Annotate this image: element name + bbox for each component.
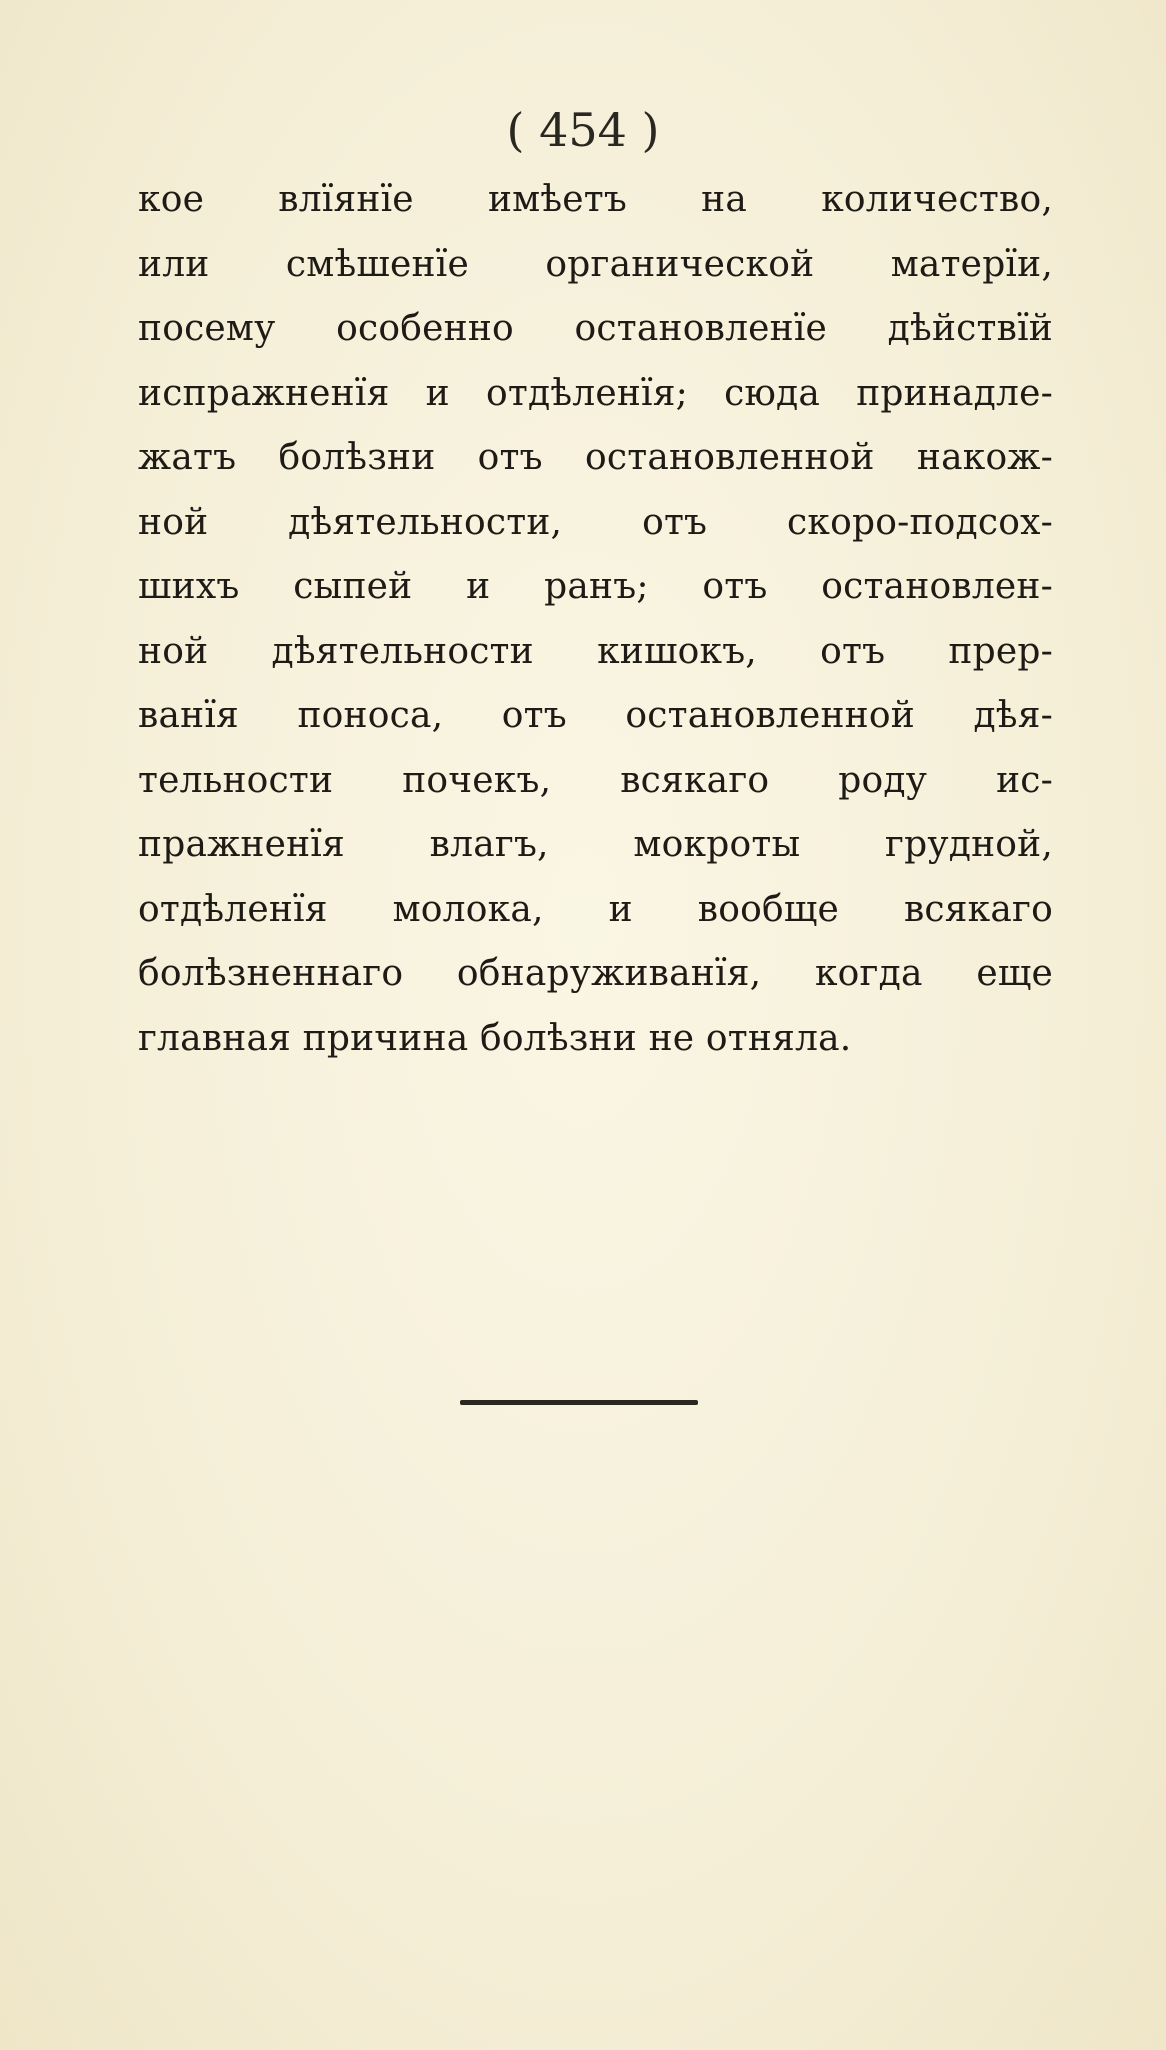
- text-line: или смѣшенїе органической матерїи,: [138, 243, 1053, 285]
- text-line: испражненїя и отдѣленїя; сюда принадле-: [138, 372, 1053, 414]
- text-line: пражненїя влагъ, мокроты грудной,: [138, 824, 1053, 865]
- text-line: шихъ сыпей и ранъ; отъ остановлен-: [138, 566, 1053, 607]
- text-line: тельности почекъ, всякаго роду ис-: [138, 759, 1053, 801]
- text-line: главная причина болѣзни не отняла.: [138, 1017, 852, 1059]
- text-line: отдѣленїя молока, и вообще всякаго: [138, 888, 1053, 930]
- text-line: ной дѣятельности, отъ скоро-подсох-: [138, 501, 1053, 543]
- text-line: кое влїянїе имѣетъ на количество,: [138, 179, 1053, 220]
- section-divider-rule: [460, 1400, 698, 1405]
- body-text: [138, 168, 1053, 1071]
- text-line: ной дѣятельности кишокъ, отъ прер-: [138, 630, 1053, 672]
- text-line: жатъ болѣзни отъ остановленной накож-: [138, 437, 1053, 478]
- text-line: ванїя поноса, отъ остановленной дѣя-: [138, 695, 1053, 736]
- text-line: болѣзненнаго обнаруживанїя, когда еще: [138, 953, 1053, 994]
- page-number: ( 454 ): [506, 103, 660, 157]
- text-line: посему особенно остановленїе дѣйствїй: [138, 308, 1053, 349]
